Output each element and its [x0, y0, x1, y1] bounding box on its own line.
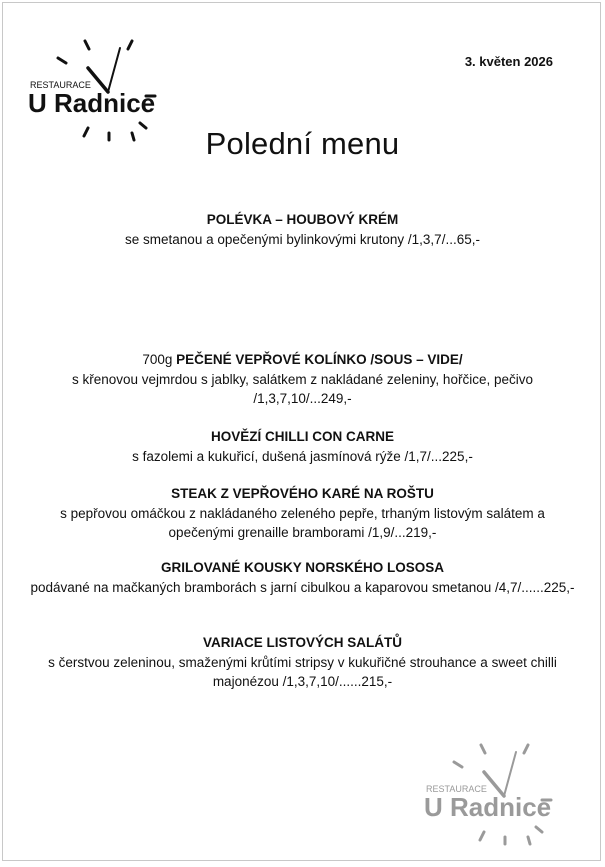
- menu-item-chilli: [30, 427, 575, 466]
- menu-item-salmon: [30, 558, 575, 597]
- logo-big-text: U Radnice: [28, 88, 156, 118]
- menu-item-soup: [30, 210, 575, 249]
- item-description: podávané na mačkaných bramborách s jarní cibulkou a kaparovou smetanou /4,7/......225,-: [30, 579, 575, 595]
- item-name: 700g PEČENÉ VEPŘOVÉ KOLÍNKO /SOUS – VIDE/: [142, 352, 463, 367]
- item-name: STEAK Z VEPŘOVÉHO KARÉ NA ROŠTU: [171, 486, 434, 501]
- item-description: s pepřovou omáčkou z nakládaného zeleného pepře, trhaným listovým salátem a opečenými grenaille bramborami /1,9/...219,-: [60, 505, 545, 540]
- item-name: VARIACE LISTOVÝCH SALÁTŮ: [202, 635, 402, 650]
- item-weight: 700g: [142, 352, 177, 367]
- logo-small-text: RESTAURACE: [426, 784, 487, 794]
- item-name: GRILOVANÉ KOUSKY NORSKÉHO LOSOSA: [160, 560, 445, 575]
- restaurant-logo-watermark: [418, 740, 568, 850]
- logo-small-text: RESTAURACE: [30, 80, 91, 90]
- item-description: s fazolemi a kukuřicí, dušená jasmínová rýže /1,7/...225,-: [132, 448, 473, 464]
- menu-item-steak: [30, 484, 575, 543]
- item-description: s křenovou vejmrdou s jablky, salátkem z nakládané zeleniny, hořčice, pečivo /1,3,7,10/...249,-: [72, 371, 533, 406]
- item-name: HOVĚZÍ CHILLI CON CARNE: [210, 429, 394, 444]
- menu-date: 3. květen 2026: [464, 54, 553, 69]
- item-name: POLÉVKA – HOUBOVÝ KRÉM: [206, 212, 399, 227]
- page-title: Polední menu: [205, 126, 400, 161]
- item-description: s čerstvou zeleninou, smaženými krůtími stripsy v kukuřičné strouhance a sweet chilli majonézou /1,3,7,10/......215,-: [48, 654, 557, 689]
- menu-item-salads: [30, 633, 575, 692]
- item-description: se smetanou a opečenými bylinkovými krutony /1,3,7/...65,-: [125, 231, 480, 247]
- logo-big-text: U Radnice: [424, 792, 552, 822]
- menu-item-pork-knuckle: [30, 350, 575, 409]
